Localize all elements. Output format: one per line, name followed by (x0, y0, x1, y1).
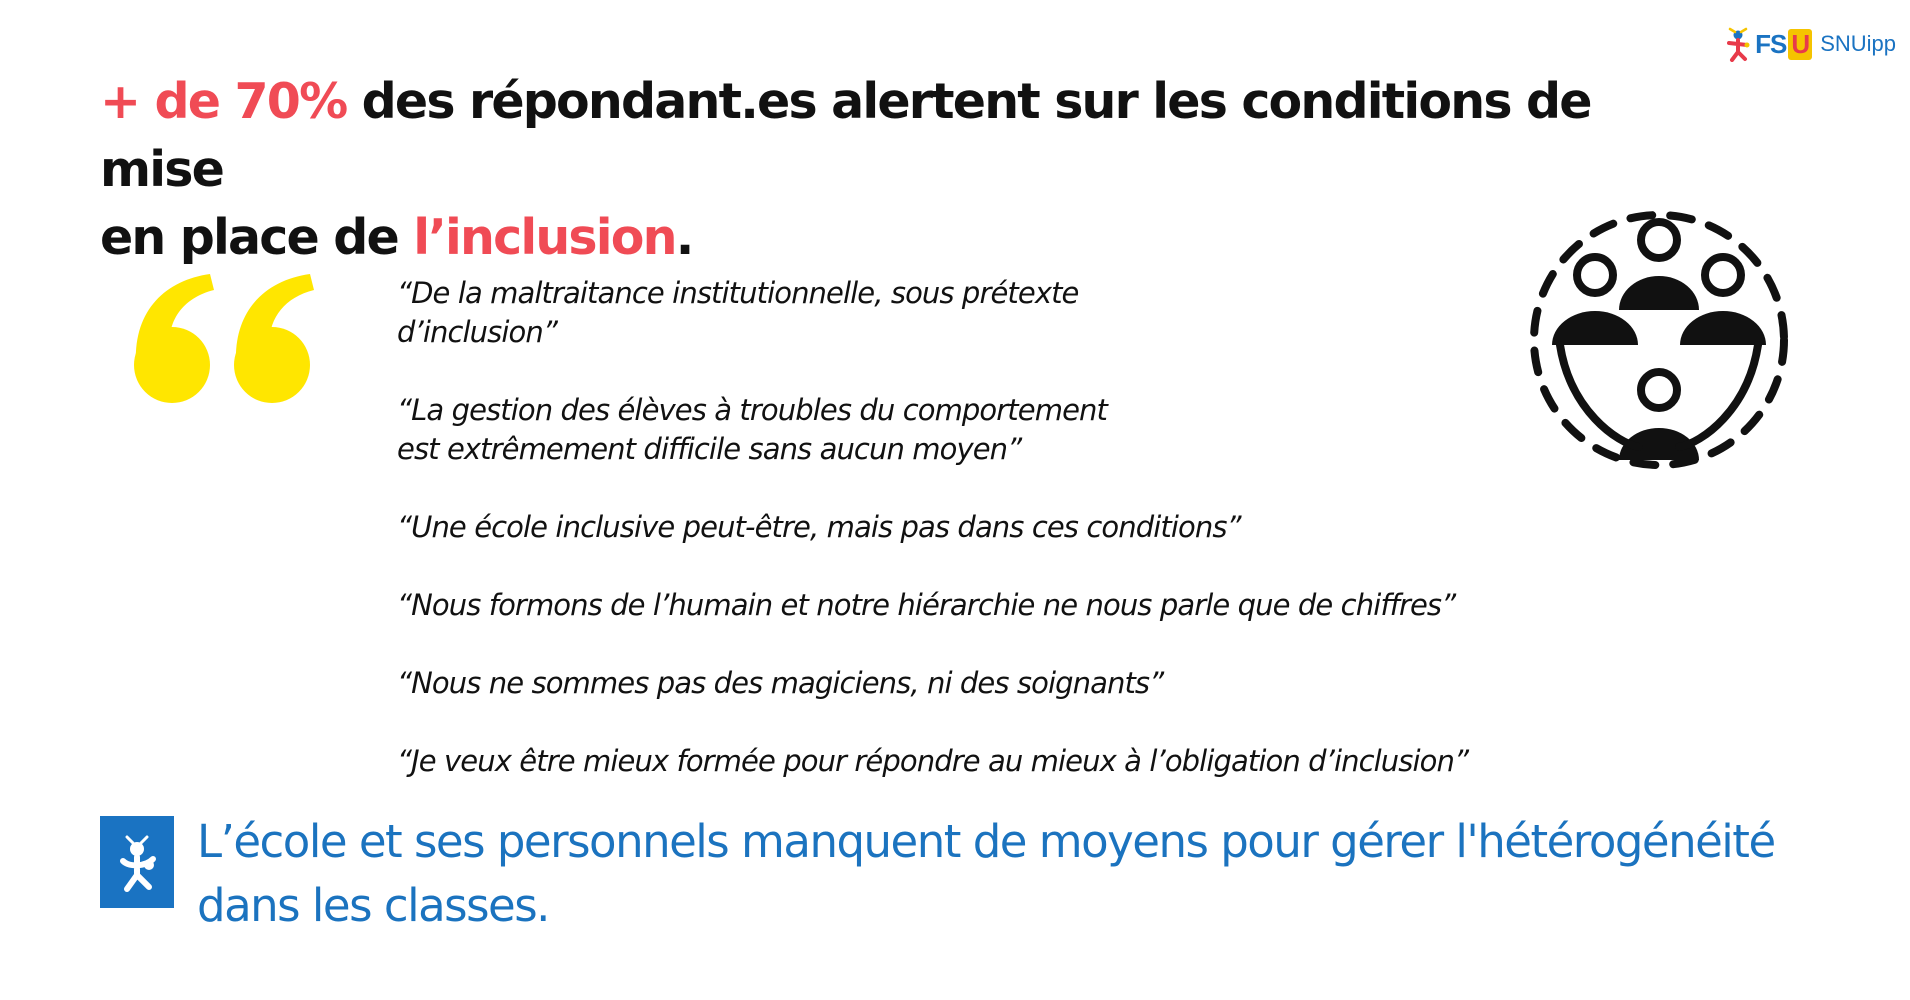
quote-item: “Nous ne sommes pas des magiciens, ni des soignants” (397, 666, 1164, 700)
headline-accent-inclusion: l’inclusion (413, 209, 676, 266)
fsu-u-badge: U (1788, 29, 1812, 60)
fsu-letters: FS (1755, 28, 1787, 59)
mascot-badge (100, 816, 174, 908)
headline-text-2: en place de (100, 209, 414, 266)
snuipp-wordmark: SNUipp (1820, 31, 1896, 56)
headline-text-1: des répondant.es alertent sur les conditions de mise (100, 73, 1591, 198)
footer-statement: L’école et ses personnels manquent de moyens pour gérer l'hétérogénéité dans les classes. (197, 815, 1775, 932)
quote-item: “Nous formons de l’humain et notre hiérarchie ne nous parle que de chiffres” (397, 588, 1456, 622)
headline-accent-percentage: + de 70% (100, 73, 347, 130)
fsu-wordmark (1755, 29, 1812, 60)
headline (100, 68, 1600, 272)
mascot-logo-icon (1725, 26, 1751, 62)
headline-text-3: . (675, 209, 693, 266)
quote-item: “Je veux être mieux formée pour répondre au mieux à l’obligation d’inclusion” (397, 744, 1469, 778)
quote-item: “Une école inclusive peut-être, mais pas dans ces conditions” (397, 510, 1241, 544)
open-quote-icon (130, 270, 315, 405)
quote-item: “De la maltraitance institutionnelle, sous prétexte d’inclusion” (397, 276, 1079, 349)
fsu-snuipp-logo (1725, 26, 1896, 62)
mascot-icon (115, 829, 159, 895)
quote-item: “La gestion des élèves à troubles du comportement est extrêmement difficile sans aucun moyen” (397, 393, 1107, 466)
inclusion-circle-icon (1522, 205, 1797, 475)
quotes-list (397, 274, 1577, 781)
